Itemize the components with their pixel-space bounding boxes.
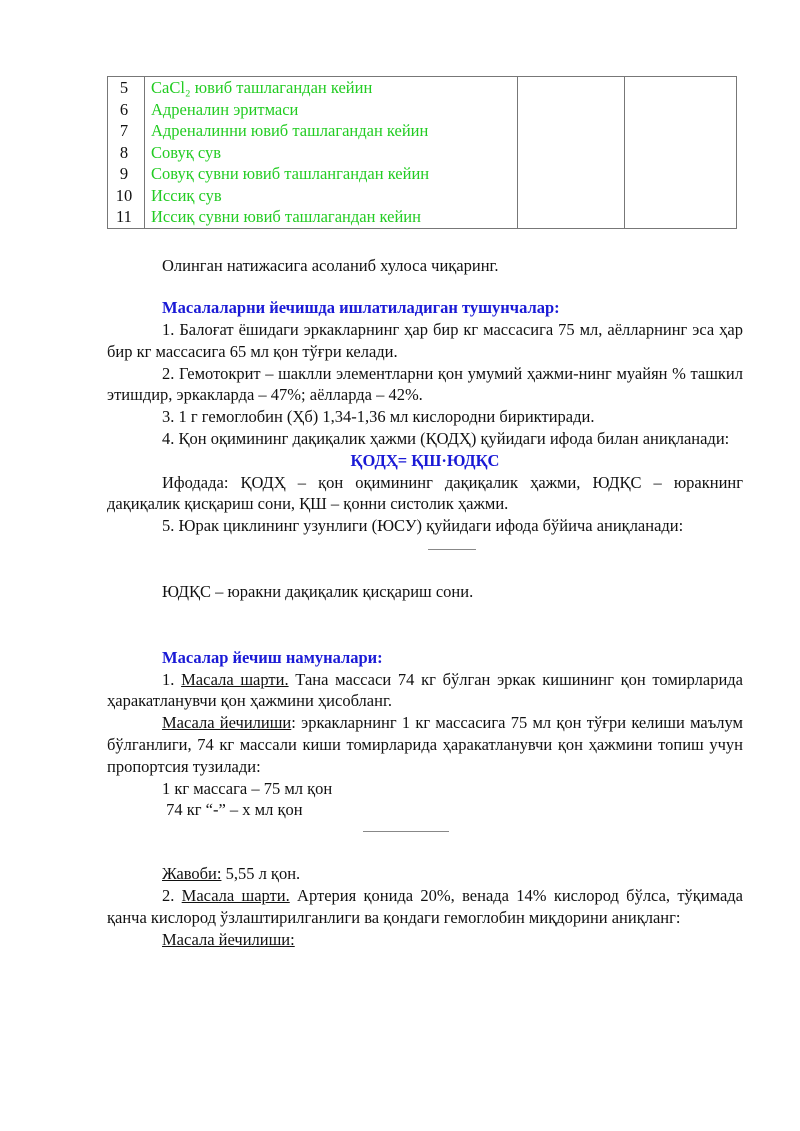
- row-number: 11: [116, 207, 132, 226]
- formula-explanation: Ифодада: ҚОДҲ – қон оқимининг дақиқалик ҳажми, ЮДҚС – юракнинг дақиқалик қисқариш сони, ҚШ – қонни систолик ҳажми.: [107, 472, 743, 514]
- concept-item-1: 1. Балоғат ёшидаги эркакларнинг ҳар бир кг массасига 75 мл, аёлларнинг эса ҳар бир кг массасига 65 мл қон тўғри келади.: [107, 320, 743, 361]
- concept-item-3: 3. 1 г гемоглобин (Ҳб) 1,34-1,36 мл кислородни бириктиради.: [162, 407, 595, 427]
- conclusion-text: Олинган натижасига асоланиб хулоса чиқаринг.: [162, 255, 499, 275]
- row-text: Адреналинни ювиб ташлагандан кейин: [151, 121, 429, 140]
- examples-heading: Масалар йечиш намуналари:: [162, 647, 383, 667]
- table-row: [108, 77, 737, 229]
- empty-cell: [518, 77, 625, 229]
- concept-item-5: 5. Юрак циклининг узунлиги (ЮСУ) қуйидаги ифода бўйича аниқланади:: [162, 516, 684, 536]
- experiment-table: [107, 76, 737, 229]
- example-1-condition: [107, 669, 743, 713]
- solution-text: : эркакларнинг 1 кг массасига 75 мл қон тўғри келиши маълум бўлганлиги, 74 кг массали киши томирларида ҳаракатланувчи қон ҳажмини топиш учун пропортсия тузилади:: [107, 713, 743, 776]
- example-prefix: 1.: [162, 669, 182, 689]
- example-1-solution: [107, 712, 743, 777]
- concept-item-2: 2. Гемотокрит – шаклли элементларни қон умумий ҳажми-нинг муайян % ташкил этишдир, эркакларда – 47%; аёлларда – 42%.: [107, 363, 743, 405]
- formula-placeholder: [107, 537, 743, 559]
- row-number: 5: [119, 78, 129, 97]
- condition-text: Артерия қонида 20%, венада 14% кислород бўлса, тўқимада қанча кислород ўзлаштирилганлиги ва қондаги гемоглобин миқдорини аниқланг:: [107, 886, 744, 927]
- row-text: Совуқ сув: [151, 142, 222, 162]
- row-text: Иссиқ сув: [151, 185, 222, 205]
- row-number: 10: [115, 185, 133, 205]
- row-text: Иссиқ сувни ювиб ташлагандан кейин: [151, 207, 421, 226]
- row-numbers-cell: [108, 77, 145, 229]
- yudks-definition: ЮДҚС – юракни дақиқалик қисқариш сони.: [162, 582, 474, 602]
- example-prefix: 2.: [162, 886, 182, 906]
- proportion-line-2: 74 кг “-” – x мл қон: [162, 800, 303, 820]
- row-text: CaCl₂ ювиб ташлагандан кейин: [151, 78, 373, 97]
- document-page: [107, 76, 743, 950]
- row-number: 7: [119, 121, 129, 140]
- fraction-line: [428, 549, 476, 550]
- row-text-cell: [145, 77, 518, 229]
- example-1-answer: [107, 863, 743, 885]
- row-text: Совуқ сувни ювиб ташлангандан кейин: [151, 164, 430, 183]
- row-number: 9: [119, 164, 129, 183]
- answer-label: Жавоби:: [162, 864, 222, 884]
- solution-label: Масала йечилиши: [162, 713, 292, 733]
- calculation-placeholder: [107, 821, 743, 843]
- concept-item-4: 4. Қон оқимининг дақиқалик ҳажми (ҚОДҲ) қуйидаги ифода билан аниқланади:: [162, 429, 730, 449]
- row-number: 8: [119, 142, 129, 162]
- answer-text: 5,55 л қон.: [221, 864, 301, 884]
- solution-label: Масала йечилиши:: [162, 929, 295, 949]
- condition-label: Масала шарти.: [181, 886, 290, 906]
- row-number: 6: [119, 99, 129, 119]
- empty-cell: [625, 77, 737, 229]
- example-2-condition: [107, 885, 743, 929]
- condition-label: Масала шарти.: [181, 669, 289, 689]
- example-2-solution: [107, 929, 743, 951]
- row-text: Адреналин эритмаси: [151, 99, 299, 119]
- condition-text: Тана массаси 74 кг бўлган эркак кишининг қон томирларида ҳаракатланувчи қон ҳажмини ҳисобланг.: [107, 669, 743, 711]
- proportion-line-1: 1 кг массага – 75 мл қон: [162, 778, 333, 798]
- fraction-line: [363, 831, 449, 832]
- formula: ҚОДҲ= ҚШ·ЮДҚС: [350, 450, 500, 470]
- concepts-heading: Масалаларни йечишда ишлатиладиган тушунчалар:: [162, 298, 560, 318]
